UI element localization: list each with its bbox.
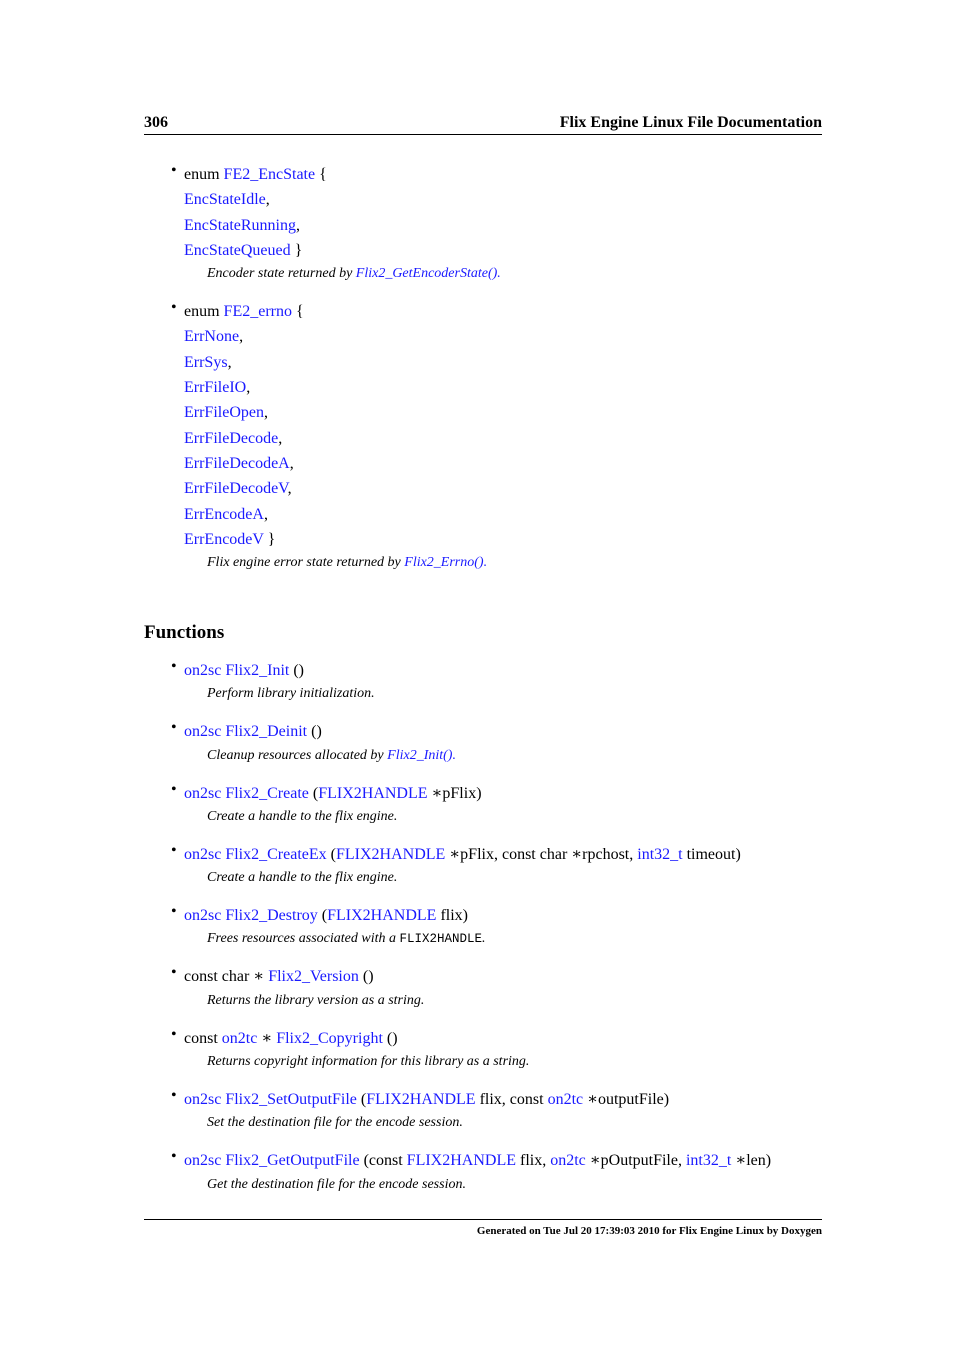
function-signature [184, 1148, 822, 1173]
enum-value-row: EncStateIdle, [184, 191, 270, 209]
bullet: • [171, 1148, 177, 1166]
bullet: • [171, 1025, 177, 1043]
bullet: • [171, 1087, 177, 1105]
signature-text: ( [356, 1091, 367, 1109]
signature-link[interactable]: Flix2_GetOutputFile [225, 1152, 360, 1170]
document-title: Flix Engine Linux File Documentation [559, 114, 822, 131]
signature-link[interactable]: on2sc [184, 1152, 222, 1170]
functions-section [144, 658, 822, 1210]
enum-value-row: EncStateRunning, [184, 216, 300, 234]
enum-value-link[interactable]: ErrFileDecodeA [184, 454, 290, 472]
description-text: Create a handle to the flix engine. [207, 808, 398, 824]
signature-text: ∗outputFile) [583, 1091, 670, 1109]
signature-link[interactable]: on2sc [184, 845, 222, 863]
signature-link[interactable]: on2tc [550, 1152, 586, 1170]
signature-text: ( [308, 784, 319, 802]
signature-text: ( [326, 845, 336, 863]
description-text: Frees resources associated with a [207, 931, 400, 947]
enum-declaration: enum FE2_EncState { [184, 166, 327, 183]
signature-text: const [184, 1029, 222, 1047]
signature-text: flix) [436, 907, 468, 925]
signature-text: () [382, 1029, 398, 1047]
description-text: Set the destination file for the encode session. [207, 1115, 463, 1131]
enum-value-row: ErrNone, [184, 328, 244, 346]
function-signature [184, 964, 822, 989]
signature-link[interactable]: on2tc [547, 1091, 584, 1109]
enum-value-link[interactable]: ErrFileOpen [184, 404, 264, 422]
description-text: Returns copyright information for this library as a string. [207, 1054, 530, 1070]
enum-value-link[interactable]: ErrSys [184, 353, 228, 371]
enum-value-row: ErrFileDecode, [184, 429, 283, 447]
enum-value-link[interactable]: EncStateIdle [184, 191, 266, 209]
enum-value-row: ErrFileIO, [184, 379, 251, 397]
enum-item [144, 162, 822, 285]
enum-value-row: ErrFileDecodeV, [184, 480, 292, 498]
function-item [144, 1026, 822, 1073]
function-signature [184, 781, 822, 806]
enum-declaration: enum FE2_errno { [184, 303, 304, 321]
bullet: • [171, 780, 177, 798]
bullet: • [171, 658, 177, 675]
function-item [144, 842, 822, 889]
signature-link[interactable]: Flix2_Copyright [276, 1029, 383, 1047]
enum-description [184, 263, 822, 285]
signature-link[interactable]: FLIX2HANDLE [335, 845, 446, 863]
signature-text: ( [317, 907, 328, 925]
enum-value-row: EncStateQueued } [184, 241, 303, 259]
enum-keyword: enum [184, 303, 220, 321]
function-item [144, 1087, 822, 1134]
signature-link[interactable]: Flix2_CreateEx [225, 845, 327, 863]
function-signature [184, 719, 822, 744]
description-text: . [482, 931, 486, 947]
enum-value-row: ErrSys, [184, 353, 232, 371]
description-text: Create a handle to the flix engine. [207, 870, 398, 886]
enum-value-link[interactable]: ErrNone [184, 328, 240, 346]
function-item [144, 658, 822, 705]
description-link[interactable]: Flix2_Errno(). [404, 555, 488, 571]
signature-link[interactable]: Flix2_Destroy [225, 907, 318, 925]
signature-link[interactable]: FLIX2HANDLE [366, 1091, 476, 1109]
signature-text: const char ∗ [184, 968, 269, 986]
enum-value-link[interactable]: ErrEncodeA [184, 505, 264, 523]
description-text: Get the destination file for the encode session. [207, 1176, 466, 1192]
function-description [184, 683, 822, 705]
bullet: • [171, 719, 177, 737]
function-description [184, 1174, 822, 1196]
signature-text: ∗ [257, 1029, 277, 1047]
enum-value-row: ErrFileOpen, [184, 404, 268, 422]
signature-text: () [289, 662, 304, 679]
bullet: • [171, 841, 177, 859]
function-signature [184, 903, 822, 928]
enum-value-link[interactable]: EncStateQueued [184, 241, 291, 259]
function-item [144, 719, 822, 766]
enum-value-link[interactable]: EncStateRunning [184, 216, 296, 234]
functions-heading: Functions [144, 622, 225, 643]
signature-text: (const [359, 1152, 407, 1170]
signature-link[interactable]: on2sc [184, 907, 222, 925]
function-signature [184, 658, 822, 683]
signature-link[interactable]: on2sc [184, 784, 222, 802]
enum-value-link[interactable]: ErrFileIO [184, 379, 247, 397]
signature-link[interactable]: FLIX2HANDLE [327, 907, 437, 925]
enum-section [144, 162, 822, 588]
signature-text: ∗pFlix) [427, 784, 482, 802]
function-description [184, 990, 822, 1012]
signature-link[interactable]: Flix2_Create [225, 784, 309, 802]
enum-value-link[interactable]: ErrFileDecode [184, 429, 279, 447]
page-footer: Generated on Tue Jul 20 17:39:03 2010 for Flix Engine Linux by Doxygen [144, 1219, 822, 1237]
enum-name-link[interactable]: FE2_EncState [223, 166, 316, 183]
signature-text: timeout) [682, 845, 741, 863]
signature-link[interactable]: on2sc [184, 723, 222, 741]
enum-list [144, 162, 822, 574]
signature-text: ∗pFlix, const char ∗rpchost, [445, 845, 638, 863]
function-description [184, 745, 822, 767]
bullet: • [171, 964, 177, 982]
bullet: • [171, 903, 177, 921]
description-link[interactable]: Flix2_Init(). [387, 747, 456, 763]
function-item [144, 1148, 822, 1195]
signature-text: ∗len) [731, 1152, 772, 1170]
signature-link[interactable]: on2sc [184, 662, 222, 679]
enum-value-link[interactable]: ErrEncodeV [184, 530, 264, 548]
enum-item [144, 299, 822, 574]
signature-link[interactable]: on2sc [184, 1091, 222, 1109]
signature-link[interactable]: on2tc [221, 1029, 258, 1047]
signature-text: ∗pOutputFile, [585, 1152, 686, 1170]
signature-link[interactable]: FLIX2HANDLE [406, 1152, 516, 1170]
signature-link[interactable]: Flix2_SetOutputFile [225, 1091, 357, 1109]
function-description [184, 867, 822, 889]
function-item [144, 964, 822, 1011]
signature-link[interactable]: Flix2_Version [268, 968, 359, 986]
function-signature [184, 1087, 822, 1112]
description-text: Perform library initialization. [207, 686, 375, 702]
function-description [184, 1051, 822, 1073]
description-code: FLIX2HANDLE [399, 932, 482, 947]
signature-link[interactable]: Flix2_Init [225, 662, 290, 679]
enum-description [184, 552, 822, 574]
description-text: Cleanup resources allocated by [207, 747, 388, 763]
enum-value-row: ErrEncodeA, [184, 505, 268, 523]
bullet: • [171, 162, 177, 179]
enum-value-row: ErrFileDecodeA, [184, 454, 294, 472]
signature-text: () [358, 968, 374, 986]
enum-keyword: enum [184, 166, 220, 183]
page-header [144, 112, 822, 135]
function-description [184, 928, 822, 950]
function-signature [184, 842, 822, 867]
signature-link[interactable]: Flix2_Deinit [225, 723, 308, 741]
page-number: 306 [144, 114, 168, 131]
signature-link[interactable]: int32_t [637, 845, 683, 863]
function-item [144, 903, 822, 950]
function-description [184, 806, 822, 828]
function-description [184, 1112, 822, 1134]
signature-link[interactable]: FLIX2HANDLE [318, 784, 428, 802]
description-text: Encoder state returned by [207, 266, 356, 282]
enum-name-link[interactable]: FE2_errno [223, 303, 292, 321]
signature-link[interactable]: int32_t [685, 1152, 732, 1170]
function-list [144, 658, 822, 1196]
signature-text: flix, [516, 1152, 551, 1170]
function-item [144, 781, 822, 828]
signature-text: () [307, 723, 322, 741]
description-text: Flix engine error state returned by [207, 555, 405, 571]
description-link[interactable]: Flix2_GetEncoderState(). [355, 266, 501, 282]
enum-value-link[interactable]: ErrFileDecodeV [184, 480, 288, 498]
bullet: • [171, 299, 177, 317]
enum-value-row: ErrEncodeV } [184, 530, 276, 548]
function-signature [184, 1026, 822, 1051]
signature-text: flix, const [475, 1091, 548, 1109]
description-text: Returns the library version as a string. [207, 992, 425, 1008]
